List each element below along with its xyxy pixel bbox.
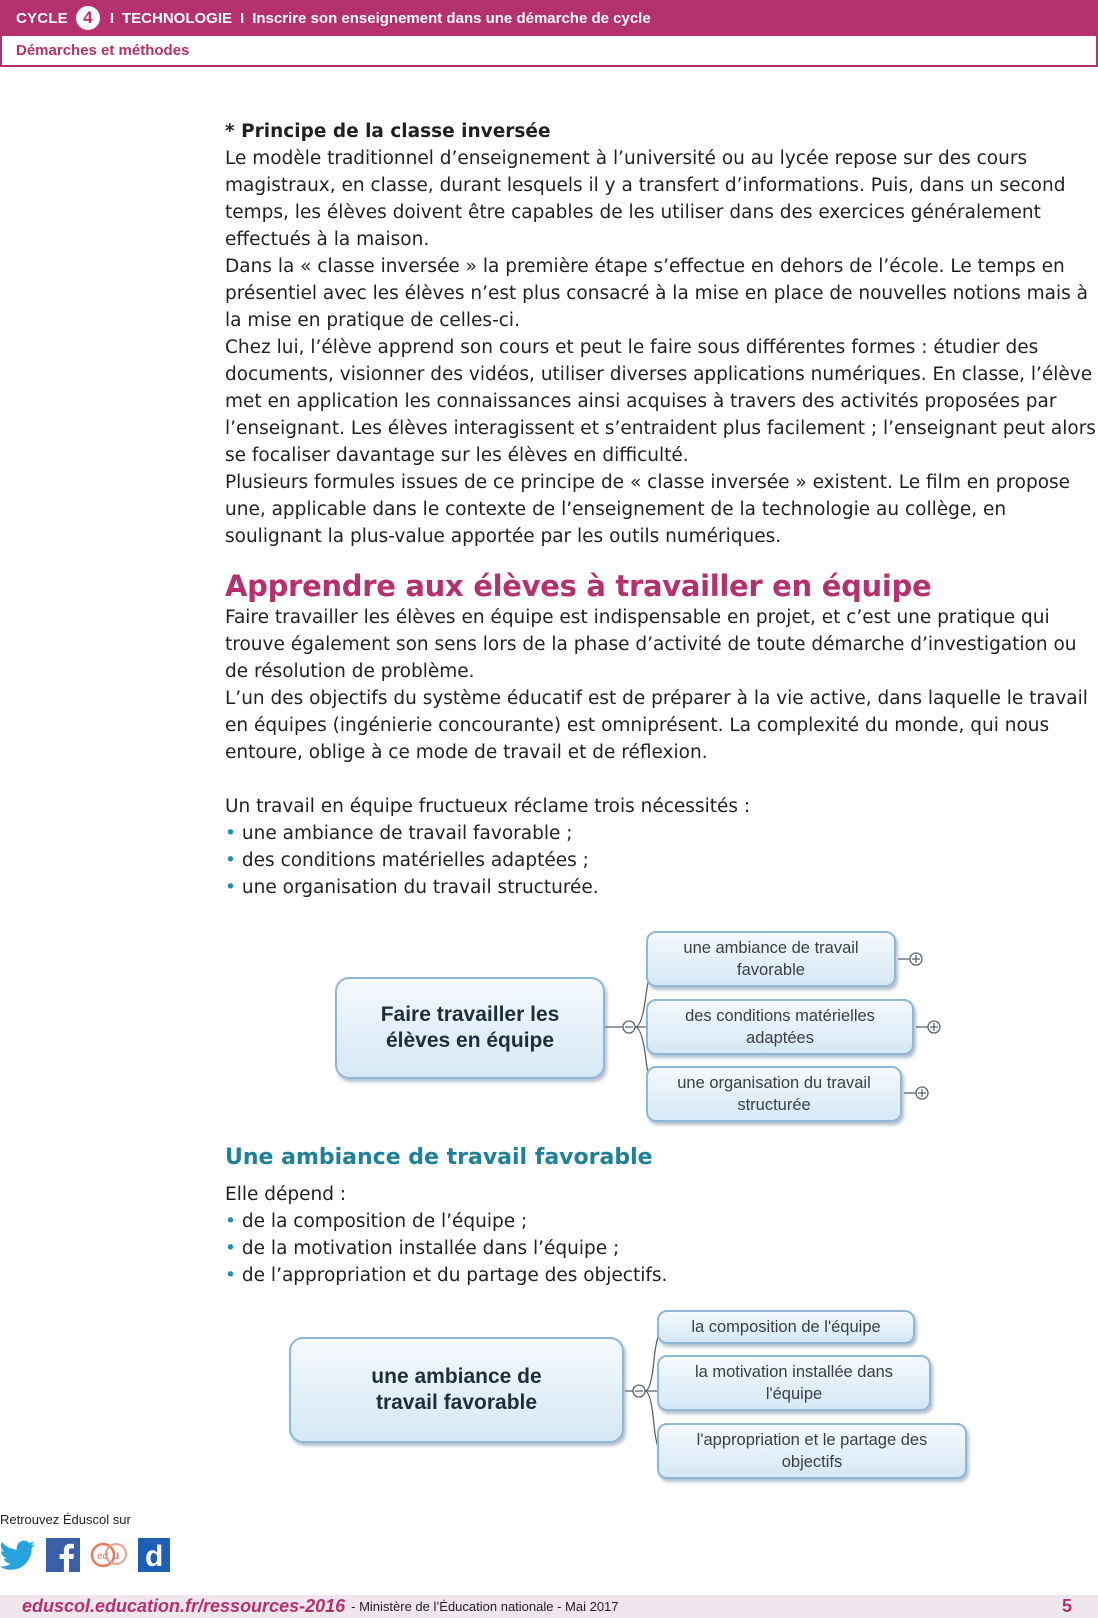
mindmap-central-node: Faire travailler les élèves en équipe bbox=[335, 977, 605, 1079]
classe-inversee-paragraph: Chez lui, l’élève apprend son cours et peut le faire sous différentes formes : étudier des documents, visionner des vidéos, utiliser diverses applications numériques. En classe, l’élève met en application les connaissances ainsi acquises à travers des activités proposées par l’enseignant. Les élèves interagissent et s’entraident plus facilement ; l’enseignant peut alors se focaliser davantage sur les élèves en difficulté. bbox=[225, 337, 1096, 466]
classe-inversee-paragraph: Dans la « classe inversée » la première étape s’effectue en dehors de l’école. Le temps en présentiel avec les élèves n’est plus consacré à la mise en place de nouvelles notions mais à la mise en pratique de celles-ci. bbox=[225, 256, 1089, 331]
classe-inversee-paragraph: Plusieurs formules issues de ce principe de « classe inversée » existent. Le film en propose une, applicable dans le contexte de l’enseignement de la technologie au collège, en soulignant la plus-value apportée par les outils numériques. bbox=[225, 472, 1071, 547]
equipe-paragraph: Faire travailler les élèves en équipe est indispensable en projet, et c’est une pratique qui trouve également son sens lors de la phase d’activité de toute démarche d’investigation ou de résolution de problème. bbox=[225, 607, 1077, 682]
footer-bar bbox=[0, 1595, 1098, 1618]
header-bar bbox=[0, 0, 1098, 36]
ambiance-bullet-list bbox=[225, 1208, 1098, 1289]
svg-text:ed: ed bbox=[97, 1551, 109, 1562]
mindmap-branch-node: des conditions matérielles adaptées bbox=[646, 999, 914, 1055]
cycle-label: CYCLE bbox=[16, 9, 68, 27]
social-links bbox=[0, 1538, 170, 1576]
section-heading-equipe: Apprendre aux élèves à travailler en équipe bbox=[225, 569, 932, 603]
ambiance-section bbox=[225, 1143, 1098, 1289]
viadeo-icon[interactable] bbox=[90, 1540, 128, 1574]
mindmap-branch-node: une organisation du travail structurée bbox=[646, 1066, 902, 1122]
mindmap-branch-node: la motivation installée dans l'équipe bbox=[657, 1355, 931, 1411]
list-item: • une ambiance de travail favorable ; bbox=[225, 820, 1098, 847]
dailymotion-icon[interactable] bbox=[138, 1538, 170, 1576]
footer-ministry: - Ministère de l’Éducation nationale - Mai 2017 bbox=[351, 1599, 619, 1614]
main-content bbox=[225, 118, 1098, 901]
cycle-number-badge: 4 bbox=[76, 6, 100, 30]
subtitle-bar bbox=[0, 36, 1098, 67]
subject-label: TECHNOLOGIE bbox=[122, 9, 233, 27]
mindmap-branch-node: une ambiance de travail favorable bbox=[646, 931, 896, 987]
mindmap-central-node: une ambiance de travail favorable bbox=[289, 1337, 624, 1443]
twitter-icon[interactable] bbox=[0, 1540, 36, 1574]
list-item: • des conditions matérielles adaptées ; bbox=[225, 847, 1098, 874]
document-subtitle: Démarches et méthodes bbox=[16, 42, 190, 59]
mindmap-equipe bbox=[330, 925, 950, 1130]
footer-site-link[interactable]: eduscol.education.fr/ressources-2016 bbox=[22, 1596, 346, 1616]
equipe-bullet-list bbox=[225, 820, 1098, 901]
subsection-heading-ambiance: Une ambiance de travail favorable bbox=[225, 1145, 653, 1170]
follow-label: Retrouvez Éduscol sur bbox=[0, 1512, 131, 1527]
list-item: • une organisation du travail structurée. bbox=[225, 874, 1098, 901]
ambiance-intro: Elle dépend : bbox=[225, 1184, 347, 1205]
page-number: 5 bbox=[1061, 1596, 1072, 1616]
svg-text:u: u bbox=[112, 1548, 120, 1562]
header-separator: I bbox=[109, 9, 115, 27]
classe-inversee-heading: * Principe de la classe inversée bbox=[225, 121, 551, 142]
list-item: • de la composition de l’équipe ; bbox=[225, 1208, 1098, 1235]
classe-inversee-paragraph: Le modèle traditionnel d’enseignement à l’université ou au lycée repose sur des cours magistraux, en classe, durant lesquels il y a transfert d’informations. Puis, dans un second temps, les élèves doivent être capables de les utiliser dans des exercices généralement effectués à la maison. bbox=[225, 148, 1066, 250]
equipe-intro: Un travail en équipe fructueux réclame trois nécessités : bbox=[225, 796, 751, 817]
svg-text:d: d bbox=[145, 1540, 164, 1572]
mindmap-ambiance bbox=[285, 1305, 975, 1490]
mindmap-branch-node: la composition de l'équipe bbox=[657, 1310, 915, 1344]
mindmap-branch-node: l'appropriation et le partage des objectifs bbox=[657, 1423, 967, 1479]
facebook-icon[interactable] bbox=[46, 1538, 80, 1576]
list-item: • de la motivation installée dans l’équipe ; bbox=[225, 1235, 1098, 1262]
header-separator-2: I bbox=[240, 9, 245, 27]
list-item: • de l’appropriation et du partage des objectifs. bbox=[225, 1262, 1098, 1289]
document-title: Inscrire son enseignement dans une démarche de cycle bbox=[252, 9, 651, 27]
equipe-paragraph: L’un des objectifs du système éducatif est de préparer à la vie active, dans laquelle le travail en équipes (ingénierie concourante) est omniprésent. La complexité du monde, qui nous entoure, oblige à ce mode de travail et de réflexion. bbox=[225, 688, 1088, 763]
